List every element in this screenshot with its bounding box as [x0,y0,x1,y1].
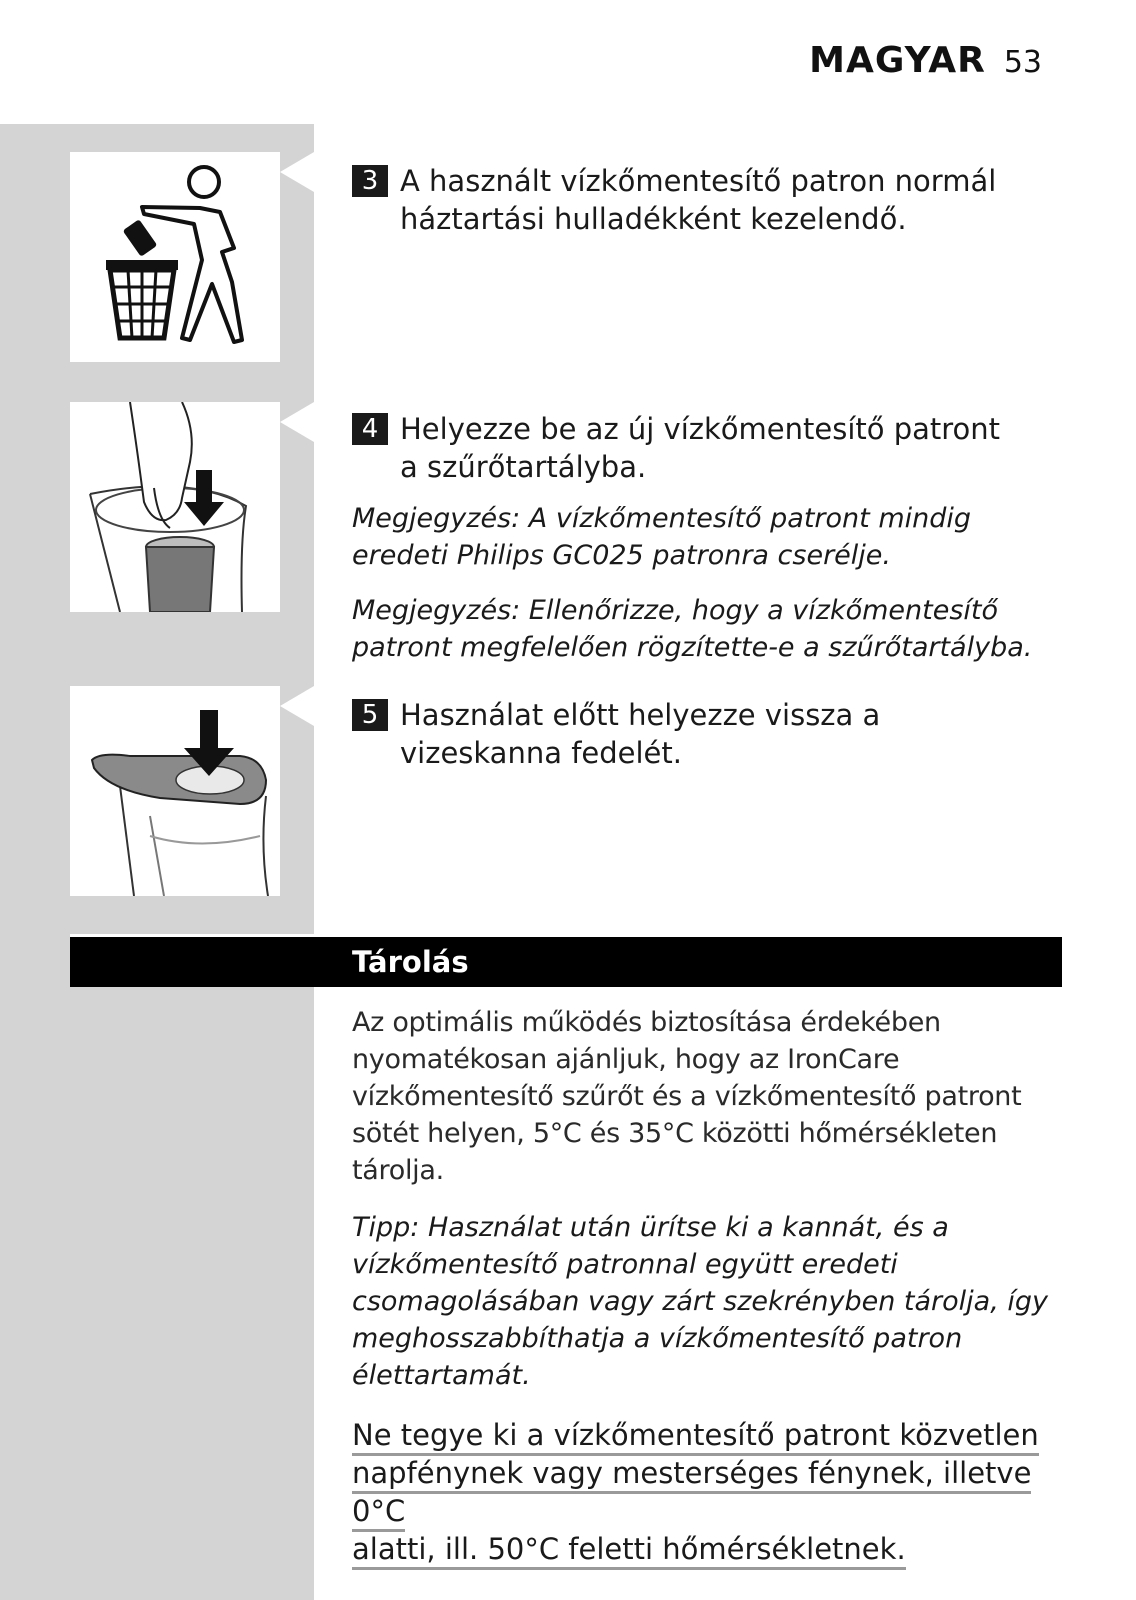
storage-section [352,1004,1070,1568]
page-number: 53 [1003,45,1042,80]
warning-line: napfénynek vagy mesterséges fénynek, illetve 0°C [352,1456,1031,1532]
step-text: Használat előtt helyezze vissza a vizeskanna fedelét. [400,698,881,770]
step-number: 4 [352,413,388,445]
warning-line: Ne tegye ki a vízkőmentesítő patront közvetlen [352,1418,1039,1456]
step-4 [352,410,1072,666]
note-1: Megjegyzés: A vízkőmentesítő patront mindig eredeti Philips GC025 patronra cserélje. [352,503,972,571]
warning-line: alatti, ill. 50°C feletti hőmérsékletnek. [352,1532,906,1570]
insert-cartridge-illustration [70,402,280,612]
language-label: MAGYAR [809,40,986,81]
step-3 [352,162,1072,238]
warning-paragraph [352,1416,1070,1568]
figure-pointer-1 [280,152,314,192]
replace-lid-illustration [70,686,280,896]
storage-paragraph: Az optimális működés biztosítása érdekében nyomatékosan ajánljuk, hogy az IronCare vízkőmentesítő szűrőt és a vízkőmentesítő patront sötét helyen, 5°C és 35°C közötti hőmérsékleten tárolja. [352,1007,1022,1186]
step-text: Helyezze be az új vízkőmentesítő patront a szűrőtartályba. [400,412,1001,484]
step-text: A használt vízkőmentesítő patron normál háztartási hulladékként kezelendő. [400,164,997,236]
note-2: Megjegyzés: Ellenőrizze, hogy a vízkőmentesítő patront megfelelően rögzítette-e a szűrőtartályba. [352,595,1033,663]
step-number: 5 [352,699,388,731]
trash-disposal-icon [70,152,280,362]
step-number: 3 [352,165,388,197]
section-header-bar [70,934,1062,987]
tip-paragraph: Tipp: Használat után ürítse ki a kannát, és a vízkőmentesítő patronnal együtt eredeti csomagolásában vagy zárt szekrényben tárolja, így meghosszabbíthatja a vízkőmentesítő patron élettartamát. [352,1212,1049,1391]
section-title: Tárolás [352,945,469,979]
step-5 [352,696,1072,772]
figure-pointer-3 [280,686,314,726]
page-header [809,40,1042,90]
figure-pointer-2 [280,402,314,442]
